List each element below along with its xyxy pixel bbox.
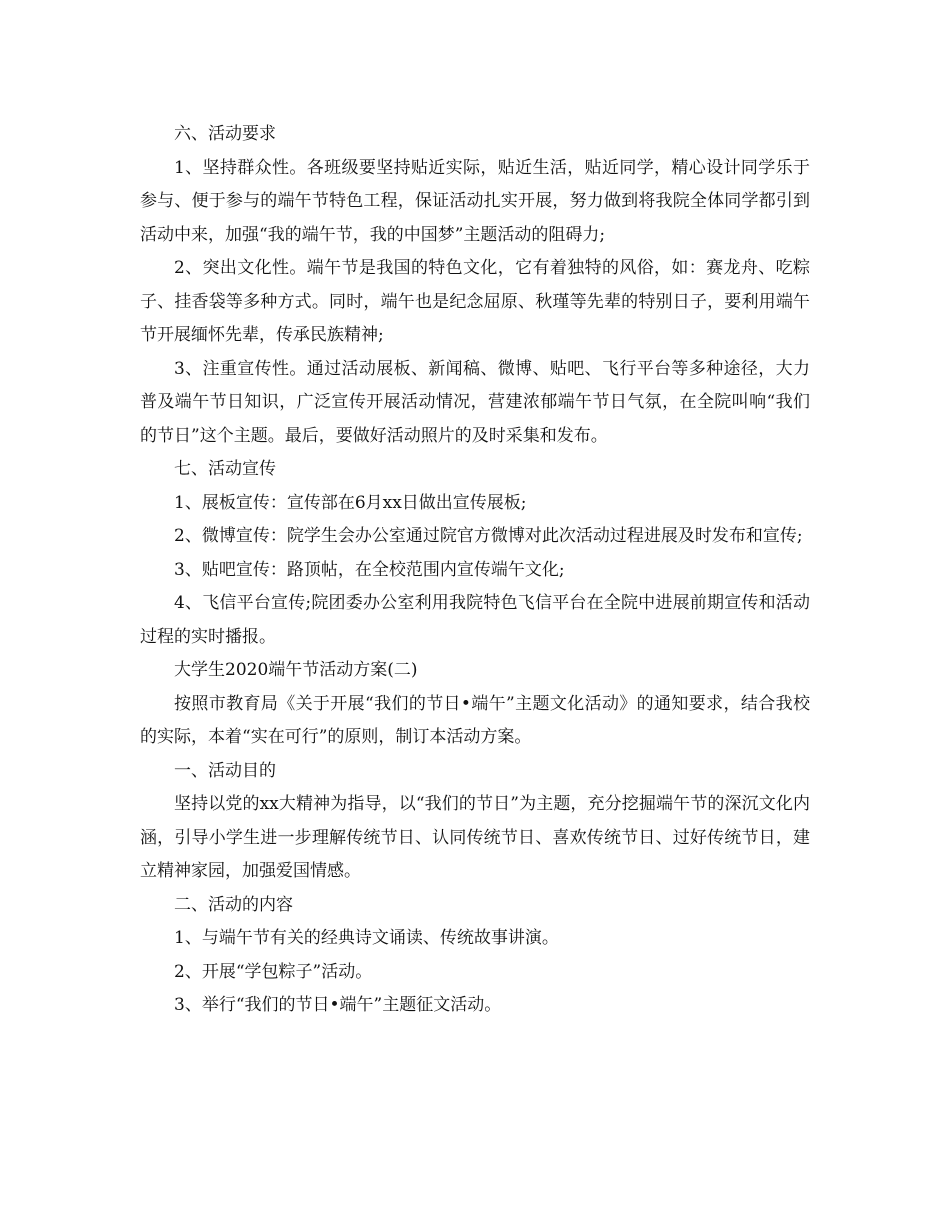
paragraph-requirement-3: 3、注重宣传性。通过活动展板、新闻稿、微博、贴吧、飞行平台等多种途径，大力普及端午节日知识，广泛宣传开展活动情况，营建浓郁端午节日气氛，在全院叫响“我们的节日”这个主题。最后，要做好活动照片的及时采集和发布。: [140, 358, 810, 446]
section-heading-content: 二、活动的内容: [174, 894, 293, 915]
section-heading-purpose: 一、活动目的: [174, 760, 276, 781]
paragraph-publicity-3: 3、贴吧宣传：路顶帖，在全校范围内宣传端午文化;: [174, 559, 565, 580]
section-heading-requirements: 六、活动要求: [174, 124, 276, 144]
paragraph-content-1: 1、与端午节有关的经典诗文诵读、传统故事讲演。: [174, 928, 559, 948]
paragraph-requirement-1: 1、坚持群众性。各班级要坚持贴近实际，贴近生活，贴近同学，精心设计同学乐于参与、便于参与的端午节特色工程，保证活动扎实开展，努力做到将我院全体同学都引到活动中来，加强“我的端午节，我的中国梦”主题活动的阻碍力;: [140, 157, 810, 245]
paragraph-content-3: 3、举行“我们的节日•端午”主题征文活动。: [174, 995, 502, 1015]
paragraph-intro: 按照市教育局《关于开展“我们的节日•端午”主题文化活动》的通知要求，结合我校的实际，本着“实在可行”的原则，制订本活动方案。: [140, 693, 810, 747]
paragraph-content-2: 2、开展“学包粽子”活动。: [174, 961, 373, 982]
paragraph-publicity-4: 4、飞信平台宣传;院团委办公室利用我院特色飞信平台在全院中进展前期宣传和活动过程的实时播报。: [140, 593, 810, 647]
paragraph-publicity-1: 1、展板宣传：宣传部在6月xx日做出宣传展板;: [174, 492, 527, 513]
paragraph-publicity-2: 2、微博宣传：院学生会办公室通过院官方微博对此次活动过程进展及时发布和宣传;: [174, 526, 803, 546]
paragraph-purpose: 坚持以党的xx大精神为指导，以“我们的节日”为主题，充分挖掘端午节的深沉文化内涵，引导小学生进一步理解传统节日、认同传统节日、喜欢传统节日、过好传统节日，建立精神家园，加强爱国情感。: [140, 794, 810, 881]
plan-two-title: 大学生2020端午节活动方案(二): [174, 660, 418, 680]
paragraph-requirement-2: 2、突出文化性。端午节是我国的特色文化，它有着独特的风俗，如：赛龙舟、吃粽子、挂香袋等多种方式。同时，端午也是纪念屈原、秋瑾等先辈的特别日子，要利用端午节开展缅怀先辈，传承民族精神;: [140, 258, 810, 345]
section-heading-publicity: 七、活动宣传: [174, 459, 276, 479]
